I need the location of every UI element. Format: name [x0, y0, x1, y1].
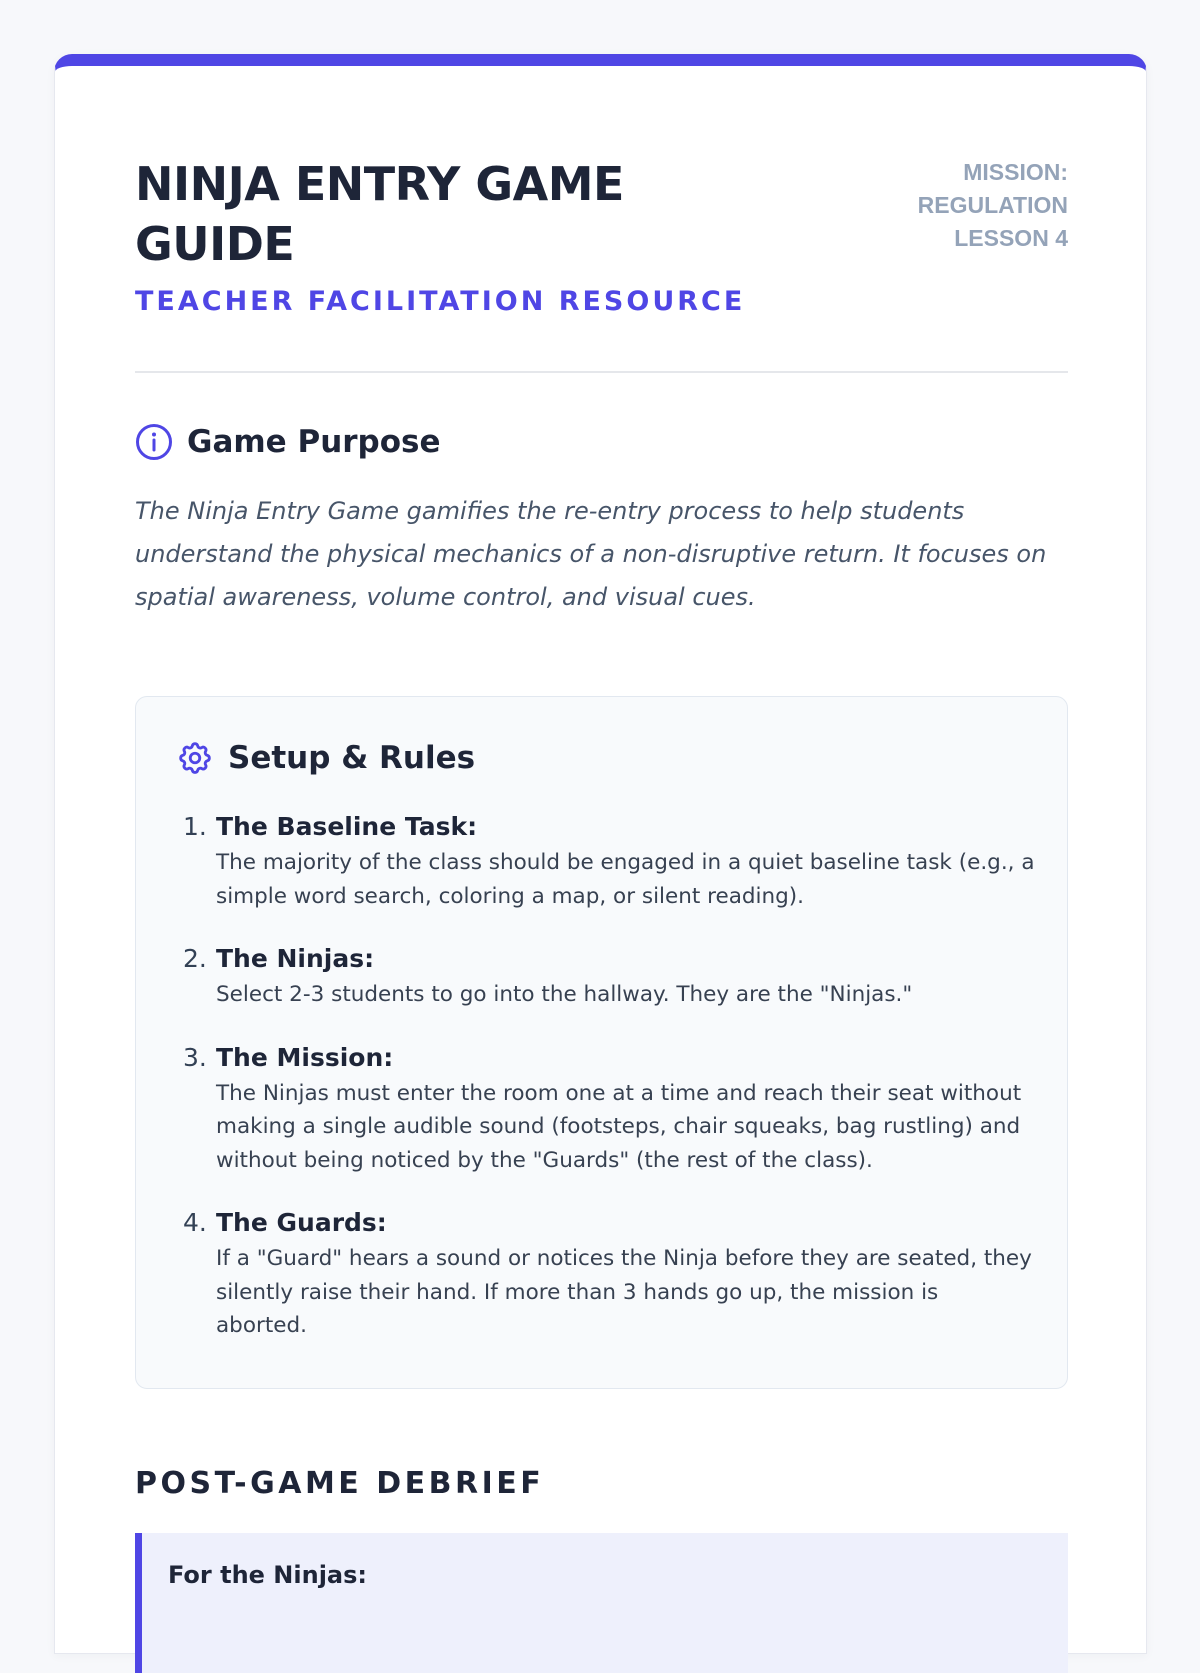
- rule-title: The Baseline Task:: [216, 812, 478, 841]
- rule-item: [176, 1041, 1036, 1178]
- debrief-heading: POST-GAME DEBRIEF: [135, 1466, 545, 1501]
- info-icon: [135, 423, 173, 461]
- page-header: [135, 154, 1068, 354]
- mission-tag: MISSION: REGULATION LESSON 4: [917, 159, 1068, 251]
- rule-title: The Mission:: [216, 1042, 394, 1072]
- debrief-box: [135, 1533, 1068, 1673]
- rules-heading: [176, 739, 475, 777]
- rule-body: The majority of the class should be engaged in a quiet baseline task (e.g., a simple word search, coloring a map, or silent reading).: [216, 850, 1035, 909]
- purpose-text: The Ninja Entry Game gamifies the re-entry process to help students understand the physical mechanics of a non-disruptive return. It focuses on spatial awareness, volume control, and visual cues.: [135, 497, 1047, 611]
- rule-body: If a "Guard" hears a sound or notices the Ninja before they are seated, they silently raise their hand. If more than 3 hands go up, the mission is aborted.: [216, 1246, 1032, 1338]
- rule-item: [176, 810, 1036, 913]
- page-title: NINJA ENTRY GAME GUIDE: [135, 157, 624, 271]
- gear-icon: [176, 739, 214, 777]
- rule-item: [176, 1206, 1036, 1343]
- rule-number: 4.: [183, 1208, 207, 1237]
- purpose-heading-label: Game Purpose: [187, 424, 441, 460]
- rule-number: 3.: [183, 1042, 207, 1072]
- rule-body: The Ninjas must enter the room one at a time and reach their seat without making a single audible sound (footsteps, chair squeaks, bag rustling) and without being noticed by the "Guards" (the rest of the class).: [216, 1080, 1022, 1173]
- debrief-ninjas-label: For the Ninjas:: [168, 1561, 367, 1589]
- rules-heading-label: Setup & Rules: [228, 740, 476, 776]
- setup-rules-box: [135, 696, 1068, 1389]
- rule-number: 1.: [183, 812, 207, 841]
- purpose-heading: [135, 423, 441, 461]
- guide-card: [54, 54, 1147, 1654]
- rule-title: The Ninjas:: [216, 944, 375, 973]
- rule-body: Select 2-3 students to go into the hallway. They are the "Ninjas.": [216, 982, 913, 1007]
- rule-number: 2.: [183, 944, 207, 973]
- rule-item: [176, 942, 1036, 1012]
- header-divider: [135, 371, 1068, 373]
- rules-list: [176, 810, 1036, 1343]
- rule-title: The Guards:: [216, 1208, 387, 1237]
- page-subtitle: TEACHER FACILITATION RESOURCE: [135, 286, 746, 317]
